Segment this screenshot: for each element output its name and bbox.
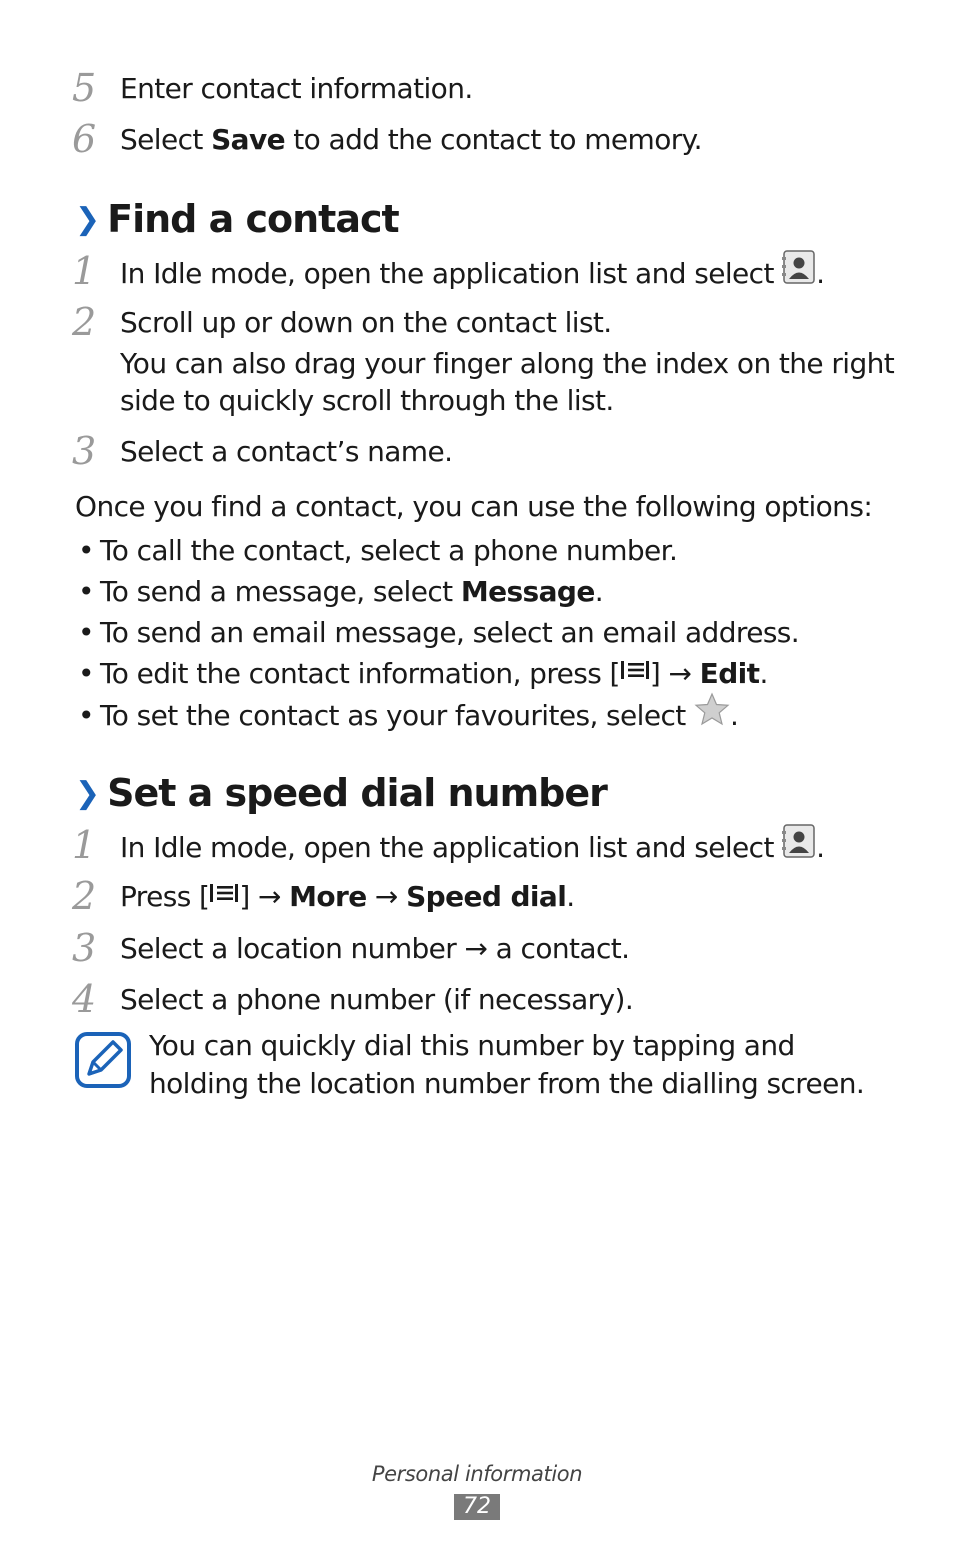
star-icon bbox=[694, 692, 730, 736]
step-number: 1 bbox=[72, 249, 97, 293]
step-text: Select a phone number (if necessary). bbox=[120, 983, 634, 1016]
section-heading-speed-dial: ❯ Set a speed dial number bbox=[75, 771, 607, 815]
options-intro: Once you find a contact, you can use the following options: bbox=[75, 490, 873, 523]
chevron-icon: ❯ bbox=[75, 202, 100, 237]
step-number: 4 bbox=[72, 977, 97, 1021]
note-text: You can quickly dial this number by tapping and holding the location number from the dialling screen. bbox=[149, 1029, 865, 1100]
step-number: 2 bbox=[72, 874, 97, 918]
step-text: Select a contact’s name. bbox=[120, 435, 453, 468]
step-number: 3 bbox=[72, 429, 97, 473]
step-number: 6 bbox=[72, 117, 97, 161]
contacts-icon bbox=[782, 250, 816, 294]
step-number: 2 bbox=[72, 300, 97, 344]
step-detail: You can also drag your finger along the index on the right bbox=[120, 347, 895, 380]
step-text: In Idle mode, open the application list and select . bbox=[120, 253, 824, 297]
step-text: Enter contact information. bbox=[120, 72, 473, 105]
chevron-icon: ❯ bbox=[75, 776, 100, 811]
step-text: Select a location number → a contact. bbox=[120, 932, 630, 965]
step-number: 1 bbox=[72, 823, 97, 867]
list-item: • To call the contact, select a phone number. bbox=[78, 534, 678, 567]
menu-key-icon bbox=[620, 653, 650, 691]
step-detail: side to quickly scroll through the list. bbox=[120, 384, 614, 417]
step-number: 3 bbox=[72, 926, 97, 970]
step-text: In Idle mode, open the application list and select . bbox=[120, 827, 824, 871]
contacts-icon bbox=[782, 824, 816, 868]
list-item: • To send an email message, select an email address. bbox=[78, 616, 800, 649]
step-text: Press [ ] → More → Speed dial. bbox=[120, 878, 575, 917]
step-text: Scroll up or down on the contact list. bbox=[120, 306, 612, 339]
section-heading-find-contact: ❯ Find a contact bbox=[75, 197, 399, 241]
footer-section-title: Personal information bbox=[371, 1462, 583, 1486]
list-item: • To set the contact as your favourites, select . bbox=[78, 695, 738, 739]
note-pencil-icon bbox=[75, 1032, 131, 1092]
menu-key-icon bbox=[209, 876, 239, 914]
list-item: • To edit the contact information, press [ ] → Edit. bbox=[78, 655, 768, 694]
page-number-badge: 72 bbox=[454, 1494, 500, 1520]
step-number: 5 bbox=[72, 66, 97, 110]
step-text: Select Save to add the contact to memory. bbox=[120, 123, 702, 156]
list-item: • To send a message, select Message. bbox=[78, 575, 604, 608]
save-label: Save bbox=[211, 123, 285, 156]
